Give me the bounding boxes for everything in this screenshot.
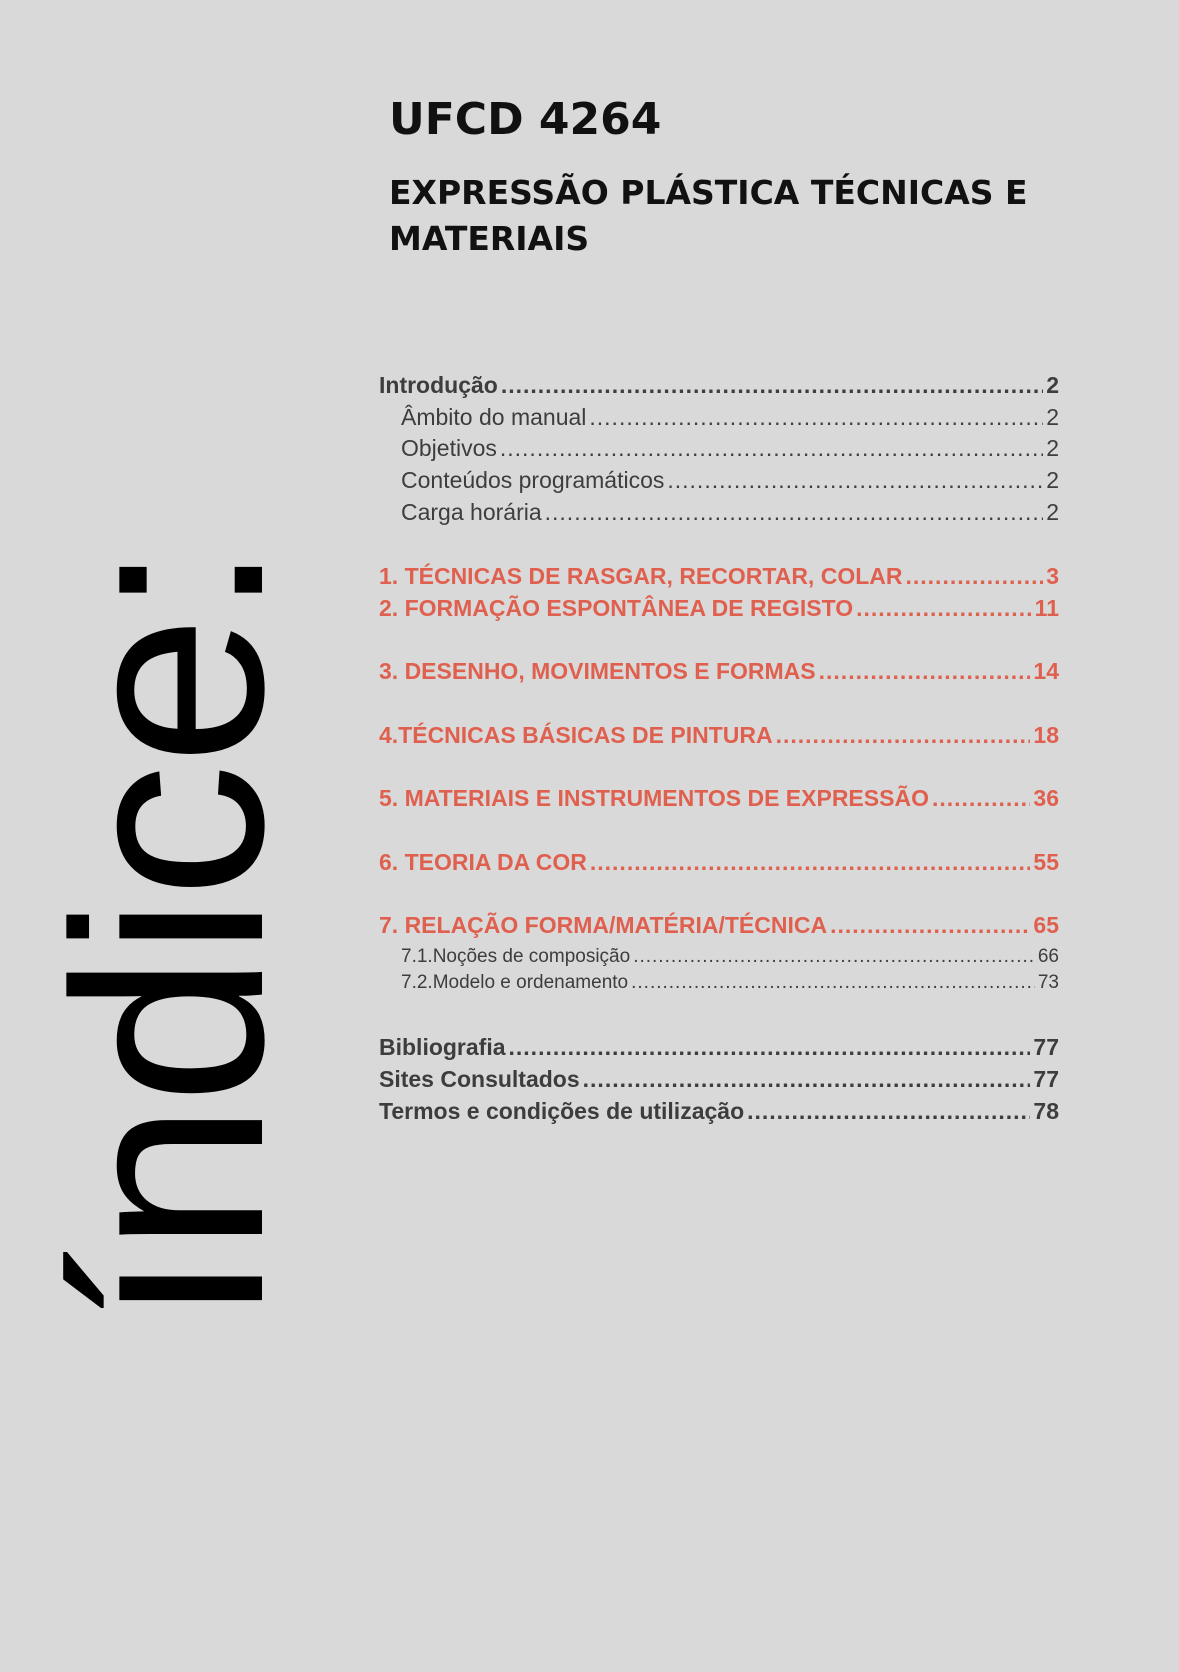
toc-entry[interactable] [379,849,1059,876]
toc-entry-label: Carga horária [401,499,542,525]
toc-leader-dots [830,912,1030,939]
toc-entry-label: Objetivos [401,435,497,461]
toc-leader-dots [747,1098,1030,1125]
toc-entry-label: Introdução [379,372,498,398]
toc-entry-page: 2 [1046,467,1059,493]
toc-entry-page: 11 [1034,595,1059,621]
toc-entry-page: 3 [1046,563,1059,589]
toc-entry-label: Âmbito do manual [401,404,587,430]
toc-entry-label: 6. TEORIA DA COR [379,849,587,875]
toc-entry[interactable] [379,785,1059,812]
toc-leader-dots [631,972,1035,994]
toc-leader-dots [776,722,1031,749]
toc-entry-page: 18 [1033,722,1059,748]
toc-entry-page: 77 [1033,1066,1059,1092]
toc-entry-page: 2 [1046,499,1059,525]
toc-entry-page: 66 [1037,946,1059,967]
toc-entry-page: 65 [1033,912,1059,938]
toc-entry[interactable] [379,435,1059,462]
toc-entry-label: Sites Consultados [379,1066,580,1092]
toc-entry-page: 2 [1046,435,1059,461]
toc-entry-label: Bibliografia [379,1034,506,1060]
toc-entry-page: 2 [1046,372,1059,398]
toc-entry-label: 4.TÉCNICAS BÁSICAS DE PINTURA [379,722,773,748]
toc-entry[interactable] [379,972,1059,994]
toc-entry-label: 3. DESENHO, MOVIMENTOS E FORMAS [379,658,816,684]
course-code: UFCD 4264 [389,94,662,145]
toc-entry-label: Conteúdos programáticos [401,467,665,493]
toc-leader-dots [906,563,1044,590]
toc-leader-dots [932,785,1030,812]
toc-leader-dots [590,849,1031,876]
toc-entry-label: 7.2.Modelo e ordenamento [401,972,629,993]
toc-leader-dots [856,595,1032,622]
toc-entry[interactable] [379,404,1059,431]
toc-leader-dots [545,499,1044,526]
toc-leader-dots [589,404,1043,431]
toc-entry[interactable] [379,372,1059,399]
toc-entry[interactable] [379,946,1059,968]
toc-leader-dots [633,946,1035,968]
toc-entry-label: 2. FORMAÇÃO ESPONTÂNEA DE REGISTO [379,595,854,621]
toc-leader-dots [500,435,1043,462]
toc-entry-page: 73 [1037,972,1059,993]
toc-entry-page: 14 [1033,658,1059,684]
toc-leader-dots [819,658,1031,685]
toc-entry-label: 5. MATERIAIS E INSTRUMENTOS DE EXPRESSÃO [379,785,929,811]
toc-entry-label: 7. RELAÇÃO FORMA/MATÉRIA/TÉCNICA [379,912,828,938]
toc-entry[interactable] [379,722,1059,749]
toc-entry[interactable] [379,1098,1059,1125]
toc-entry[interactable] [379,1034,1059,1061]
toc-entry-page: 77 [1033,1034,1059,1060]
toc-entry[interactable] [379,499,1059,526]
toc-entry-page: 36 [1033,785,1059,811]
toc-entry-page: 78 [1033,1098,1059,1124]
toc-entry[interactable] [379,467,1059,494]
toc-leader-dots [501,372,1043,399]
toc-entry[interactable] [379,563,1059,590]
toc-entry[interactable] [379,595,1059,622]
vertical-index-title: índice: [19,544,320,1326]
toc-entry-label: 1. TÉCNICAS DE RASGAR, RECORTAR, COLAR [379,563,903,589]
toc-entry[interactable] [379,912,1059,939]
toc-leader-dots [667,467,1043,494]
toc-entry[interactable] [379,1066,1059,1093]
course-title: EXPRESSÃO PLÁSTICA TÉCNICAS E MATERIAIS [389,173,1028,258]
toc-leader-dots [583,1066,1031,1093]
toc-entry[interactable] [379,658,1059,685]
toc-entry-label: Termos e condições de utilização [379,1098,745,1124]
toc-leader-dots [509,1034,1031,1061]
toc-entry-label: 7.1.Noções de composição [401,946,631,967]
toc-entry-page: 55 [1033,849,1059,875]
toc-entry-page: 2 [1046,404,1059,430]
